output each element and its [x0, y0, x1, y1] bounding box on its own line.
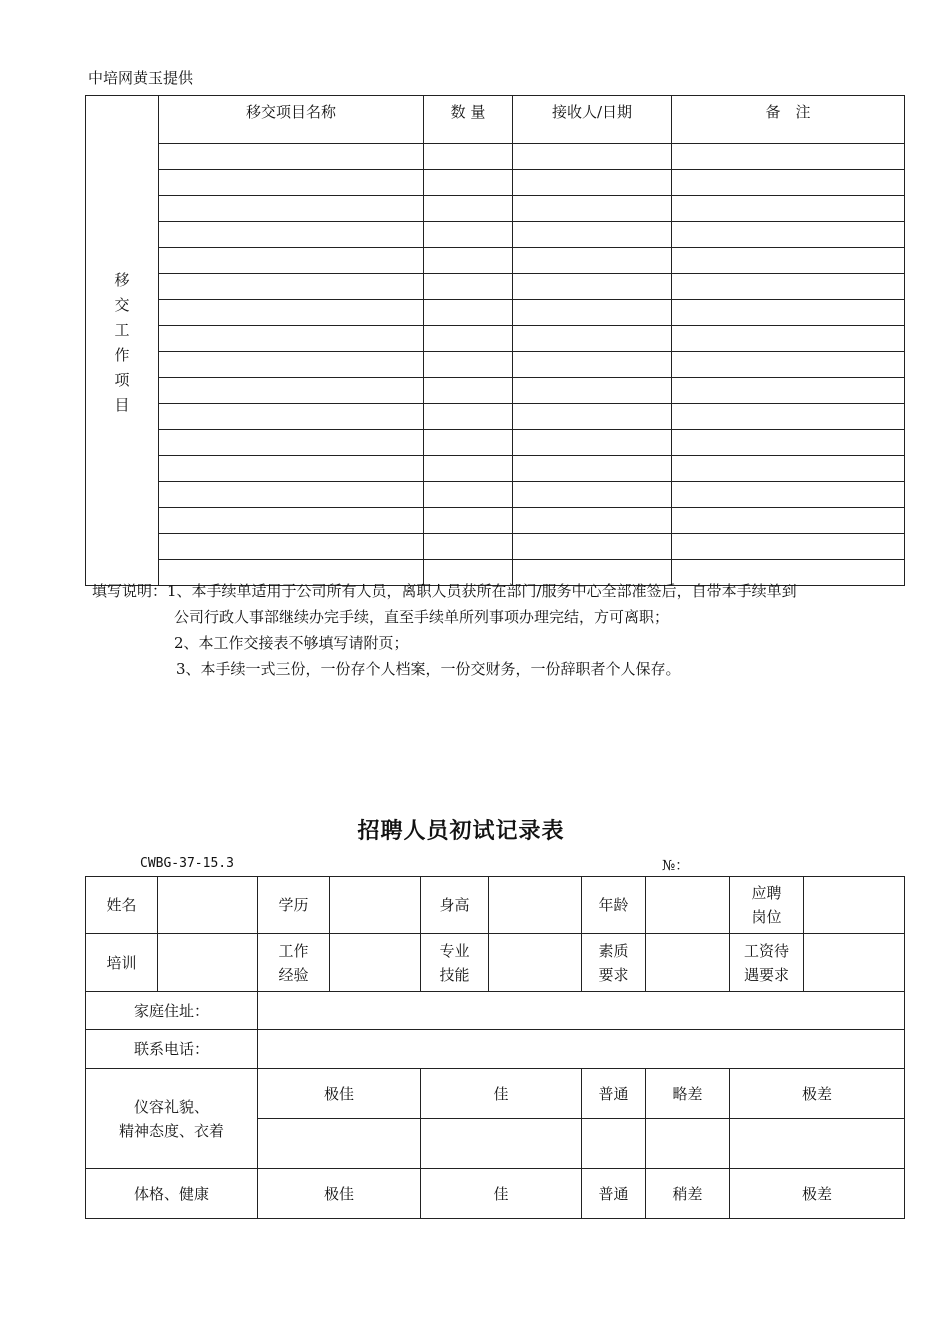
cell-receiver-date[interactable] [513, 222, 672, 248]
cell-remarks[interactable] [672, 326, 905, 352]
value-quality[interactable] [646, 934, 730, 992]
cell-quantity[interactable] [424, 144, 513, 170]
check-good[interactable] [421, 1119, 582, 1169]
cell-item-name[interactable] [159, 222, 424, 248]
cell-item-name[interactable] [159, 170, 424, 196]
handover-row [86, 378, 905, 404]
label-position-line1: 应聘 [751, 884, 782, 902]
label-address: 家庭住址： [86, 992, 258, 1030]
health-good[interactable]: 佳 [421, 1169, 582, 1219]
grade-average: 普通 [582, 1069, 646, 1119]
label-appearance [86, 1069, 258, 1169]
cell-quantity[interactable] [424, 378, 513, 404]
label-name: 姓名 [86, 877, 158, 934]
label-health: 体格、健康 [86, 1169, 258, 1219]
cell-quantity[interactable] [424, 248, 513, 274]
side-char: 交 [114, 295, 130, 314]
instructions-label: 填写说明： [92, 582, 168, 600]
label-height: 身高 [421, 877, 489, 934]
label-education: 学历 [258, 877, 330, 934]
cell-receiver-date[interactable] [513, 170, 672, 196]
health-slightly-poor[interactable]: 稍差 [646, 1169, 730, 1219]
value-position[interactable] [804, 877, 905, 934]
grade-very-poor: 极差 [730, 1069, 905, 1119]
cell-receiver-date[interactable] [513, 352, 672, 378]
health-excellent[interactable]: 极佳 [258, 1169, 421, 1219]
label-salary [730, 934, 804, 992]
cell-remarks[interactable] [672, 274, 905, 300]
header-quantity: 数 量 [424, 96, 513, 144]
handover-row [86, 482, 905, 508]
cell-item-name[interactable] [159, 430, 424, 456]
header-remarks: 备 注 [672, 96, 905, 144]
cell-remarks[interactable] [672, 456, 905, 482]
cell-receiver-date[interactable] [513, 430, 672, 456]
label-position-line2: 岗位 [751, 908, 782, 926]
cell-receiver-date[interactable] [513, 378, 672, 404]
cell-item-name[interactable] [159, 326, 424, 352]
label-skills [421, 934, 489, 992]
cell-remarks[interactable] [672, 378, 905, 404]
handover-row [86, 248, 905, 274]
value-phone[interactable] [258, 1030, 905, 1069]
side-char: 工 [114, 320, 130, 339]
check-excellent[interactable] [258, 1119, 421, 1169]
check-very-poor[interactable] [730, 1119, 905, 1169]
handover-side-label [86, 96, 159, 586]
cell-receiver-date[interactable] [513, 326, 672, 352]
cell-remarks[interactable] [672, 300, 905, 326]
handover-row [86, 456, 905, 482]
label-appearance-line1: 仪容礼貌、 [133, 1097, 209, 1116]
grade-slightly-poor: 略差 [646, 1069, 730, 1119]
side-char: 作 [114, 345, 130, 364]
cell-remarks[interactable] [672, 482, 905, 508]
cell-item-name[interactable] [159, 274, 424, 300]
header-item-name: 移交项目名称 [159, 96, 424, 144]
label-skills-line2: 技能 [439, 965, 470, 984]
handover-row [86, 404, 905, 430]
cell-receiver-date[interactable] [513, 508, 672, 534]
cell-quantity[interactable] [424, 430, 513, 456]
value-training[interactable] [158, 934, 258, 992]
cell-item-name[interactable] [159, 482, 424, 508]
label-appearance-line2: 精神态度、衣着 [118, 1121, 224, 1140]
cell-receiver-date[interactable] [513, 274, 672, 300]
label-position [730, 877, 804, 934]
cell-item-name[interactable] [159, 300, 424, 326]
handover-row [86, 222, 905, 248]
label-training: 培训 [86, 934, 158, 992]
value-experience[interactable] [330, 934, 421, 992]
health-average[interactable]: 普通 [582, 1169, 646, 1219]
side-char: 目 [114, 395, 130, 414]
cell-quantity[interactable] [424, 222, 513, 248]
cell-quantity[interactable] [424, 482, 513, 508]
cell-item-name[interactable] [159, 534, 424, 560]
cell-remarks[interactable] [672, 430, 905, 456]
value-name[interactable] [158, 877, 258, 934]
label-experience [258, 934, 330, 992]
cell-quantity[interactable] [424, 508, 513, 534]
header-receiver-date: 接收人/日期 [513, 96, 672, 144]
cell-receiver-date[interactable] [513, 144, 672, 170]
label-quality-line2: 要求 [598, 965, 629, 984]
cell-remarks[interactable] [672, 248, 905, 274]
value-education[interactable] [330, 877, 421, 934]
interview-table [85, 876, 905, 1219]
cell-receiver-date[interactable] [513, 404, 672, 430]
cell-remarks[interactable] [672, 508, 905, 534]
handover-table [85, 95, 905, 586]
instruction-1: 1、本手续单适用于公司所有人员，离职人员获所在部门/服务中心全部准签后，自带本手续单到 [167, 582, 797, 600]
cell-receiver-date[interactable] [513, 534, 672, 560]
side-char: 移 [114, 270, 130, 289]
cell-quantity[interactable] [424, 534, 513, 560]
cell-quantity[interactable] [424, 196, 513, 222]
cell-item-name[interactable] [159, 508, 424, 534]
cell-item-name[interactable] [159, 144, 424, 170]
value-age[interactable] [646, 877, 730, 934]
label-quality [582, 934, 646, 992]
cell-item-name[interactable] [159, 248, 424, 274]
cell-quantity[interactable] [424, 326, 513, 352]
health-very-poor[interactable]: 极差 [730, 1169, 905, 1219]
label-experience-line2: 经验 [278, 965, 309, 984]
check-slightly-poor[interactable] [646, 1119, 730, 1169]
instruction-3: 3、本手续一式三份，一份存个人档案，一份交财务，一份辞职者个人保存。 [176, 660, 681, 678]
check-average[interactable] [582, 1119, 646, 1169]
side-char: 项 [114, 370, 130, 389]
label-phone: 联系电话： [86, 1030, 258, 1069]
cell-quantity[interactable] [424, 300, 513, 326]
cell-remarks[interactable] [672, 222, 905, 248]
cell-remarks[interactable] [672, 196, 905, 222]
label-skills-line1: 专业 [439, 941, 470, 960]
cell-item-name[interactable] [159, 352, 424, 378]
value-address[interactable] [258, 992, 905, 1030]
cell-quantity[interactable] [424, 456, 513, 482]
handover-row [86, 326, 905, 352]
cell-receiver-date[interactable] [513, 196, 672, 222]
form-code: CWBG-37-15.3 [140, 856, 234, 871]
handover-row [86, 508, 905, 534]
grade-good: 佳 [421, 1069, 582, 1119]
cell-item-name[interactable] [159, 378, 424, 404]
cell-item-name[interactable] [159, 404, 424, 430]
label-experience-line1: 工作 [278, 941, 309, 960]
handover-row [86, 274, 905, 300]
cell-remarks[interactable] [672, 144, 905, 170]
instructions [92, 578, 797, 682]
instruction-1-cont: 公司行政人事部继续办完手续，直至手续单所列事项办理完结，方可离职； [174, 608, 670, 626]
handover-row [86, 352, 905, 378]
cell-remarks[interactable] [672, 170, 905, 196]
value-height[interactable] [489, 877, 582, 934]
cell-item-name[interactable] [159, 196, 424, 222]
handover-row [86, 196, 905, 222]
cell-remarks[interactable] [672, 534, 905, 560]
handover-row [86, 534, 905, 560]
value-skills[interactable] [489, 934, 582, 992]
label-age: 年龄 [582, 877, 646, 934]
form-number-label: №： [662, 858, 690, 874]
provider-text: 中培网黄玉提供 [88, 69, 194, 87]
value-salary[interactable] [804, 934, 905, 992]
grade-excellent: 极佳 [258, 1069, 421, 1119]
cell-item-name[interactable] [159, 456, 424, 482]
cell-receiver-date[interactable] [513, 482, 672, 508]
cell-remarks[interactable] [672, 404, 905, 430]
handover-row [86, 300, 905, 326]
instruction-2: 2、本工作交接表不够填写请附页； [174, 634, 409, 652]
cell-receiver-date[interactable] [513, 248, 672, 274]
cell-remarks[interactable] [672, 352, 905, 378]
handover-row [86, 170, 905, 196]
cell-quantity[interactable] [424, 274, 513, 300]
cell-quantity[interactable] [424, 170, 513, 196]
cell-receiver-date[interactable] [513, 456, 672, 482]
handover-row [86, 144, 905, 170]
cell-quantity[interactable] [424, 352, 513, 378]
label-salary-line1: 工资待 [743, 941, 789, 960]
label-salary-line2: 遇要求 [743, 965, 789, 984]
handover-row [86, 430, 905, 456]
form-title: 招聘人员初试记录表 [357, 819, 565, 844]
cell-receiver-date[interactable] [513, 300, 672, 326]
cell-quantity[interactable] [424, 404, 513, 430]
label-quality-line1: 素质 [598, 941, 629, 960]
